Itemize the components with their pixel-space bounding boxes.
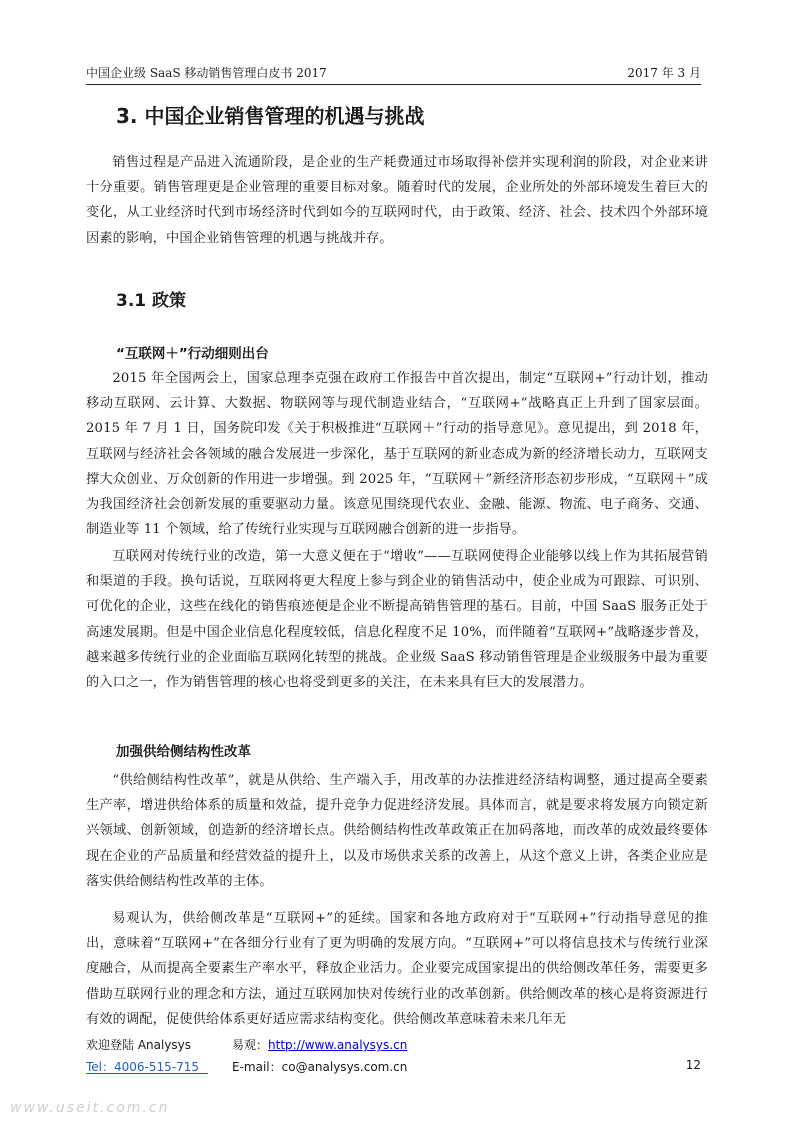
heading-internet-plus: “互联网＋”行动细则出台 bbox=[116, 346, 269, 362]
footer-website bbox=[232, 1036, 407, 1053]
section-title: 3. 中国企业销售管理的机遇与挑战 bbox=[116, 104, 425, 128]
footer-website-label: 易观： bbox=[232, 1038, 269, 1052]
paragraph-analysys-view: 易观认为，供给侧改革是“互联网+”的延续。国家和各地方政府对于“互联网+”行动指导意见的推出，意味着“互联网+”在各细分行业有了更为明确的发展方向。“互联网+”可以将信息技术与传统行业深度融合，从而提高全要素生产率水平，释放企业活力。企业要完成国家提出的供给侧改革任务，需要更多借助互联网行业的理念和方法，通过互联网加快对传统行业的改革创新。供给侧改革的核心是将资源进行有效的调配，促使供给体系更好适应需求结构变化。供给侧改革意味着未来几年无 bbox=[86, 911, 708, 1027]
footer-welcome: 欢迎登陆 Analysys bbox=[86, 1038, 192, 1052]
paragraph-internet-plus-policy: 2015 年全国两会上，国家总理李克强在政府工作报告中首次提出，制定“互联网+”行动计划，推动移动互联网、云计算、大数据、物联网等与现代制造业结合，“互联网+”战略真正上升到了国家层面。2015 年 7 月 1 日，国务院印发《关于积极推进“互联网＋”行动的指导意见》。意见提出，到 2018 年，互联网与经济社会各领域的融合发展进一步深化，基于互联网的新业态成为新的经济增长动力，互联网支撑大众创业、万众创新的作用进一步增强。到 2025 年，“互联网＋”新经济形态初步形成，“互联网＋”成为我国经济社会创新发展的重要驱动力量。该意见围绕现代农业、金融、能源、物流、电子商务、交通、制造业等 11 个领域，给了传统行业实现与互联网融合创新的进一步指导。 bbox=[86, 371, 708, 538]
footer-telephone-underline bbox=[86, 1073, 208, 1074]
heading-supply-side-reform: 加强供给侧结构性改革 bbox=[116, 744, 251, 760]
header-divider bbox=[86, 84, 701, 85]
paragraph-internet-transformation: 互联网对传统行业的改造，第一大意义便在于“增收”——互联网使得企业能够以线上作为其拓展营销和渠道的手段。换句话说，互联网将更大程度上参与到企业的销售活动中，使企业成为可跟踪、可识别、可优化的企业，这些在线化的销售痕迹便是企业不断提高销售管理的基石。目前，中国 SaaS 服务正处于高速发展期。但是中国企业信息化程度较低，信息化程度不足 10%，而伴随着“互联网+”战略逐步普及，越来越多传统行业的企业面临互联网化转型的挑战。企业级 SaaS 移动销售管理是企业级服务中最为重要的入口之一，作为销售管理的核心也将受到更多的关注，在未来具有巨大的发展潜力。 bbox=[86, 549, 708, 691]
header-date: 2017 年 3 月 bbox=[627, 66, 701, 80]
header-document-title: 中国企业级 SaaS 移动销售管理白皮书 2017 bbox=[86, 66, 327, 80]
footer-telephone[interactable]: Tel：4006-515-715 bbox=[86, 1060, 200, 1074]
footer-website-link[interactable]: http://www.analysys.cn bbox=[268, 1038, 408, 1052]
watermark: www.useit.com.cn bbox=[10, 1100, 170, 1116]
footer-email: E-mail：co@analysys.com.cn bbox=[232, 1060, 408, 1074]
subsection-title: 3.1 政策 bbox=[116, 291, 187, 311]
paragraph-supply-side-reform: “供给侧结构性改革”，就是从供给、生产端入手，用改革的办法推进经济结构调整，通过提高全要素生产率，增进供给体系的质量和效益，提升竞争力促进经济发展。具体而言，就是要求将发展方向锁定新兴领域、创新领域，创造新的经济增长点。供给侧结构性改革政策正在加码落地，而改革的成效最终要体现在企业的产品质量和经营效益的提升上，以及市场供求关系的改善上，从这个意义上讲，各类企业应是落实供给侧结构性改革的主体。 bbox=[86, 773, 708, 889]
page-number: 12 bbox=[685, 1058, 701, 1072]
section-intro-paragraph: 销售过程是产品进入流通阶段，是企业的生产耗费通过市场取得补偿并实现利润的阶段，对企业来讲十分重要。销售管理更是企业管理的重要目标对象。随着时代的发展，企业所处的外部环境发生着巨大的变化，从工业经济时代到市场经济时代到如今的互联网时代，由于政策、经济、社会、技术四个外部环境因素的影响，中国企业销售管理的机遇与挑战并存。 bbox=[86, 155, 708, 246]
